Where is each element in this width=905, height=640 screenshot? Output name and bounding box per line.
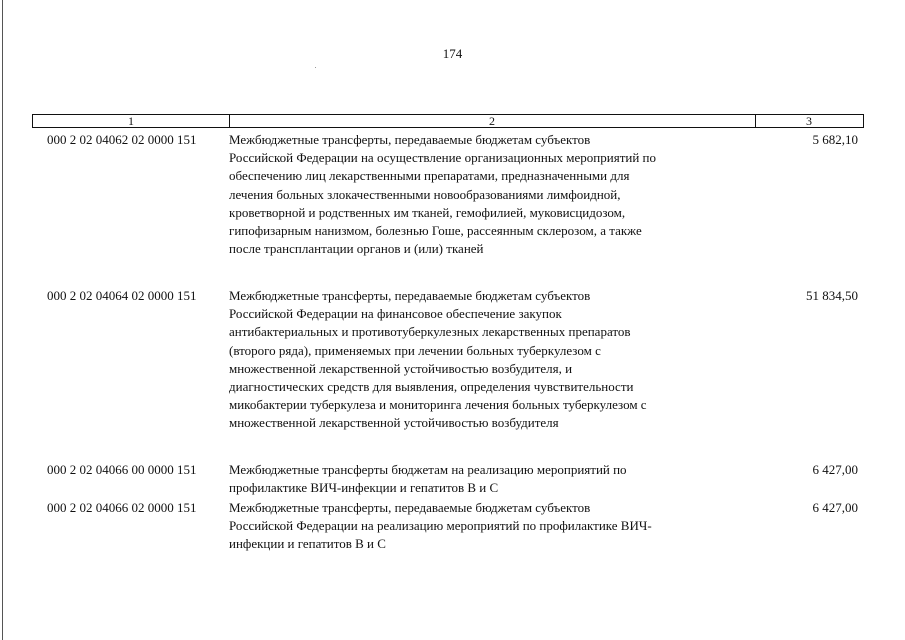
description-line: микобактерии туберкулеза и мониторинга лечения больных туберкулезом с [229, 397, 647, 413]
description-line: Межбюджетные трансферты, передаваемые бюджетам субъектов [229, 132, 591, 147]
description-line: Межбюджетные трансферты бюджетам на реализацию мероприятий по [229, 462, 627, 477]
description-line: профилактике ВИЧ-инфекции и гепатитов В и С [229, 480, 499, 496]
description-line: множественной лекарственной устойчивостью возбудителя, и [229, 360, 573, 376]
scan-speck [315, 67, 316, 68]
description-line: Межбюджетные трансферты, передаваемые бюджетам субъектов [229, 500, 591, 515]
column-header-1: 1 [33, 115, 230, 127]
row-description [229, 499, 652, 554]
description-line: (второго ряда), применяемых при лечении больных туберкулезом с [229, 342, 601, 358]
page-edge-line [2, 0, 3, 640]
budget-code: 000 2 02 04064 02 0000 151 [47, 288, 197, 303]
description-line: Российской Федерации на осуществление организационных мероприятий по [229, 150, 657, 166]
row-amount: 6 427,00 [812, 462, 858, 477]
row-description [229, 131, 656, 258]
row-description [229, 287, 647, 433]
row-description [229, 461, 627, 497]
description-line: гипофизарным нанизмом, болезнью Гоше, рассеянным склерозом, а также [229, 222, 642, 238]
description-line: Российской Федерации на финансовое обеспечение закупок [229, 306, 562, 322]
description-line: Российской Федерации на реализацию мероприятий по профилактике ВИЧ- [229, 518, 652, 534]
row-amount: 5 682,10 [812, 132, 858, 147]
column-header-2: 2 [229, 115, 756, 127]
budget-code: 000 2 02 04062 02 0000 151 [47, 132, 197, 147]
budget-code: 000 2 02 04066 00 0000 151 [47, 462, 197, 477]
description-line: обеспечению лиц лекарственными препаратами, предназначенными для [229, 168, 630, 184]
description-line: лечения больных злокачественными новообразованиями лимфоидной, [229, 186, 621, 202]
description-line: Межбюджетные трансферты, передаваемые бюджетам субъектов [229, 288, 591, 303]
table-header [32, 114, 864, 128]
page-number: 174 [442, 46, 463, 61]
description-line: после трансплантации органов и (или) тканей [229, 241, 484, 257]
description-line: кроветворной и родственных им тканей, гемофилией, муковисцидозом, [229, 204, 626, 220]
description-line: антибактериальных и противотуберкулезных лекарственных препаратов [229, 324, 631, 340]
row-amount: 6 427,00 [812, 500, 858, 515]
description-line: множественной лекарственной устойчивостью возбудителя [229, 415, 559, 431]
description-line: диагностических средств для выявления, определения чувствительности [229, 378, 634, 394]
column-header-3: 3 [806, 114, 812, 128]
row-amount: 51 834,50 [806, 288, 858, 303]
budget-code: 000 2 02 04066 02 0000 151 [47, 500, 197, 515]
description-line: инфекции и гепатитов В и С [229, 536, 386, 552]
